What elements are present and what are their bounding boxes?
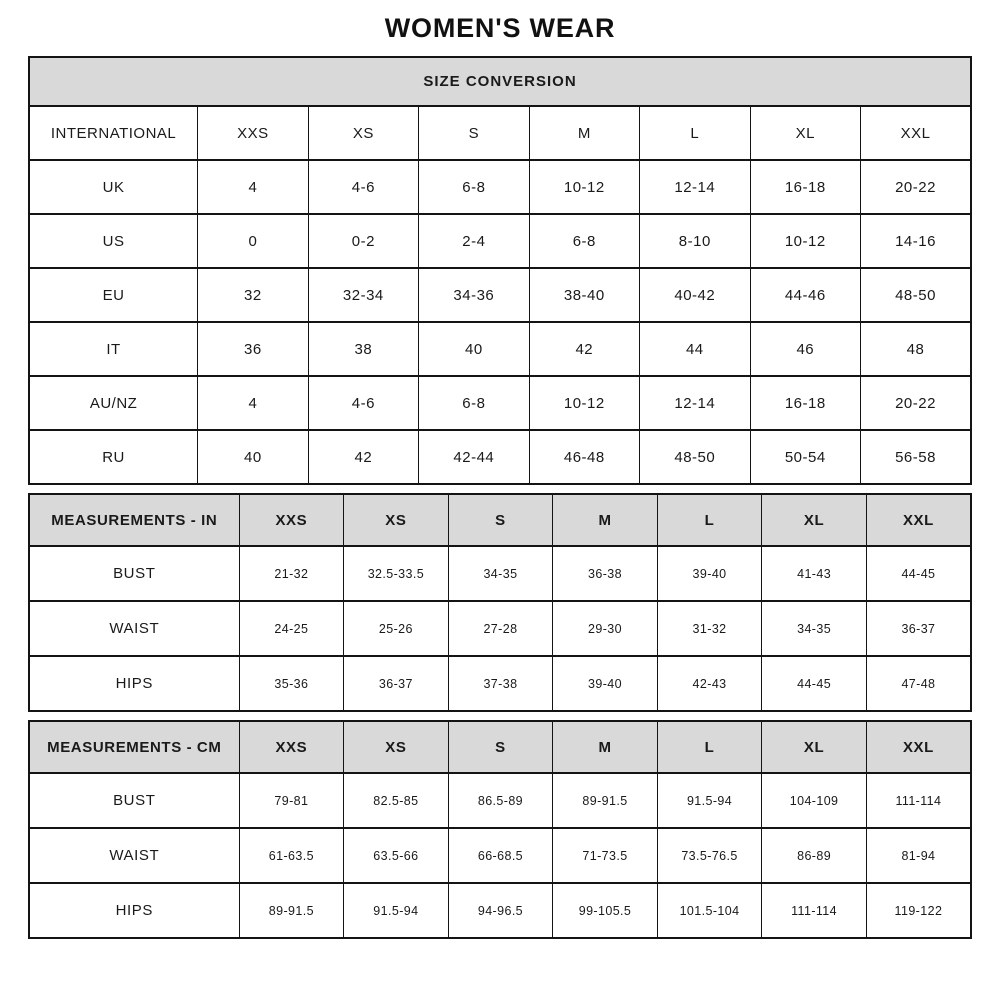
size-value-cell: 4-6: [308, 376, 418, 430]
size-value-cell: 32: [198, 268, 308, 322]
size-column-header: S: [448, 494, 553, 546]
size-conversion-row: [29, 430, 971, 484]
measurement-label: WAIST: [29, 828, 239, 883]
measurement-value-cell: 27-28: [448, 601, 553, 656]
size-conversion-row: [29, 322, 971, 376]
size-value-cell: 20-22: [861, 376, 971, 430]
size-value-cell: 0-2: [308, 214, 418, 268]
measurement-value-cell: 81-94: [866, 828, 971, 883]
size-value-cell: 10-12: [529, 160, 639, 214]
size-conversion-row: [29, 214, 971, 268]
region-label: AU/NZ: [29, 376, 198, 430]
size-column-header: M: [553, 721, 658, 773]
measurement-value-cell: 111-114: [866, 773, 971, 828]
size-value-cell: 46-48: [529, 430, 639, 484]
measurement-value-cell: 34-35: [762, 601, 867, 656]
size-column-header: XS: [344, 494, 449, 546]
size-value-cell: 4: [198, 160, 308, 214]
size-value-cell: 48: [861, 322, 971, 376]
measurements-in-row: [29, 601, 971, 656]
size-value-cell: 10-12: [750, 214, 860, 268]
size-value-cell: 4-6: [308, 160, 418, 214]
size-value-cell: 38-40: [529, 268, 639, 322]
size-value-cell: 12-14: [640, 160, 750, 214]
measurement-value-cell: 104-109: [762, 773, 867, 828]
measurement-value-cell: 101.5-104: [657, 883, 762, 938]
measurements-cm-row: [29, 773, 971, 828]
measurement-value-cell: 82.5-85: [344, 773, 449, 828]
size-value-cell: 32-34: [308, 268, 418, 322]
size-value-cell: 48-50: [640, 430, 750, 484]
measurement-value-cell: 111-114: [762, 883, 867, 938]
measurements-cm-row: [29, 883, 971, 938]
measurement-value-cell: 99-105.5: [553, 883, 658, 938]
measurement-value-cell: 42-43: [657, 656, 762, 711]
measurement-value-cell: 63.5-66: [344, 828, 449, 883]
size-value-cell: 10-12: [529, 376, 639, 430]
measurement-value-cell: 39-40: [553, 656, 658, 711]
size-column-header: XXS: [239, 721, 344, 773]
measurements-in-header: MEASUREMENTS - IN: [29, 494, 239, 546]
size-value-cell: 34-36: [419, 268, 529, 322]
measurement-value-cell: 21-32: [239, 546, 344, 601]
size-column-header: XXS: [239, 494, 344, 546]
region-label: IT: [29, 322, 198, 376]
measurements-cm-row: [29, 828, 971, 883]
measurement-label: HIPS: [29, 883, 239, 938]
size-value-cell: 36: [198, 322, 308, 376]
size-column-header: XS: [308, 106, 418, 160]
size-value-cell: 0: [198, 214, 308, 268]
measurement-value-cell: 41-43: [762, 546, 867, 601]
measurements-in-row: [29, 656, 971, 711]
size-value-cell: 40: [419, 322, 529, 376]
measurement-value-cell: 24-25: [239, 601, 344, 656]
measurement-value-cell: 79-81: [239, 773, 344, 828]
region-label: EU: [29, 268, 198, 322]
size-column-header: XS: [344, 721, 449, 773]
size-column-header: L: [640, 106, 750, 160]
region-label: UK: [29, 160, 198, 214]
size-column-header: M: [529, 106, 639, 160]
measurement-value-cell: 89-91.5: [553, 773, 658, 828]
measurement-value-cell: 31-32: [657, 601, 762, 656]
size-conversion-row: [29, 376, 971, 430]
measurements-in-header-row: [29, 494, 971, 546]
measurement-value-cell: 32.5-33.5: [344, 546, 449, 601]
measurement-value-cell: 71-73.5: [553, 828, 658, 883]
measurement-value-cell: 44-45: [762, 656, 867, 711]
measurement-value-cell: 25-26: [344, 601, 449, 656]
measurement-label: WAIST: [29, 601, 239, 656]
measurements-cm-header-row: [29, 721, 971, 773]
size-value-cell: 50-54: [750, 430, 860, 484]
size-value-cell: 16-18: [750, 376, 860, 430]
size-value-cell: 44: [640, 322, 750, 376]
measurements-cm-table: [28, 720, 972, 939]
measurements-in-table: [28, 493, 972, 712]
size-column-header: XL: [762, 494, 867, 546]
measurement-value-cell: 119-122: [866, 883, 971, 938]
size-value-cell: 38: [308, 322, 418, 376]
size-value-cell: 46: [750, 322, 860, 376]
measurement-value-cell: 86.5-89: [448, 773, 553, 828]
page-title: WOMEN'S WEAR: [384, 12, 616, 43]
measurement-value-cell: 66-68.5: [448, 828, 553, 883]
measurement-value-cell: 36-37: [344, 656, 449, 711]
size-column-header: S: [448, 721, 553, 773]
size-value-cell: 2-4: [419, 214, 529, 268]
size-value-cell: 6-8: [419, 376, 529, 430]
measurement-value-cell: 34-35: [448, 546, 553, 601]
size-conversion-column-row: [29, 106, 971, 160]
size-column-header: XXL: [861, 106, 971, 160]
measurement-value-cell: 91.5-94: [344, 883, 449, 938]
size-column-header: XL: [762, 721, 867, 773]
size-conversion-row: [29, 160, 971, 214]
measurements-in-row: [29, 546, 971, 601]
region-label: US: [29, 214, 198, 268]
measurement-value-cell: 73.5-76.5: [657, 828, 762, 883]
size-value-cell: 40: [198, 430, 308, 484]
size-column-header: XL: [750, 106, 860, 160]
size-conversion-header-row: [29, 57, 971, 106]
measurement-label: BUST: [29, 773, 239, 828]
measurement-value-cell: 47-48: [866, 656, 971, 711]
measurement-value-cell: 39-40: [657, 546, 762, 601]
size-value-cell: 6-8: [419, 160, 529, 214]
size-column-header: L: [657, 721, 762, 773]
size-column-header: S: [419, 106, 529, 160]
measurement-value-cell: 91.5-94: [657, 773, 762, 828]
measurement-label: BUST: [29, 546, 239, 601]
size-column-header: L: [657, 494, 762, 546]
size-value-cell: 48-50: [861, 268, 971, 322]
size-value-cell: 8-10: [640, 214, 750, 268]
measurement-value-cell: 35-36: [239, 656, 344, 711]
size-value-cell: 6-8: [529, 214, 639, 268]
size-value-cell: 42: [308, 430, 418, 484]
international-column-header: INTERNATIONAL: [29, 106, 198, 160]
measurement-value-cell: 44-45: [866, 546, 971, 601]
measurement-value-cell: 89-91.5: [239, 883, 344, 938]
size-conversion-row: [29, 268, 971, 322]
size-column-header: M: [553, 494, 658, 546]
measurement-value-cell: 94-96.5: [448, 883, 553, 938]
size-value-cell: 20-22: [861, 160, 971, 214]
size-value-cell: 4: [198, 376, 308, 430]
measurement-value-cell: 37-38: [448, 656, 553, 711]
size-value-cell: 12-14: [640, 376, 750, 430]
measurement-label: HIPS: [29, 656, 239, 711]
size-conversion-table: [28, 56, 972, 485]
size-conversion-header: SIZE CONVERSION: [29, 57, 971, 106]
measurement-value-cell: 36-38: [553, 546, 658, 601]
measurement-value-cell: 29-30: [553, 601, 658, 656]
size-value-cell: 56-58: [861, 430, 971, 484]
size-value-cell: 16-18: [750, 160, 860, 214]
size-column-header: XXL: [866, 721, 971, 773]
region-label: RU: [29, 430, 198, 484]
size-value-cell: 14-16: [861, 214, 971, 268]
size-column-header: XXS: [198, 106, 308, 160]
size-value-cell: 42-44: [419, 430, 529, 484]
measurement-value-cell: 86-89: [762, 828, 867, 883]
measurement-value-cell: 61-63.5: [239, 828, 344, 883]
measurements-cm-header: MEASUREMENTS - CM: [29, 721, 239, 773]
size-value-cell: 40-42: [640, 268, 750, 322]
size-column-header: XXL: [866, 494, 971, 546]
size-value-cell: 42: [529, 322, 639, 376]
size-value-cell: 44-46: [750, 268, 860, 322]
measurement-value-cell: 36-37: [866, 601, 971, 656]
